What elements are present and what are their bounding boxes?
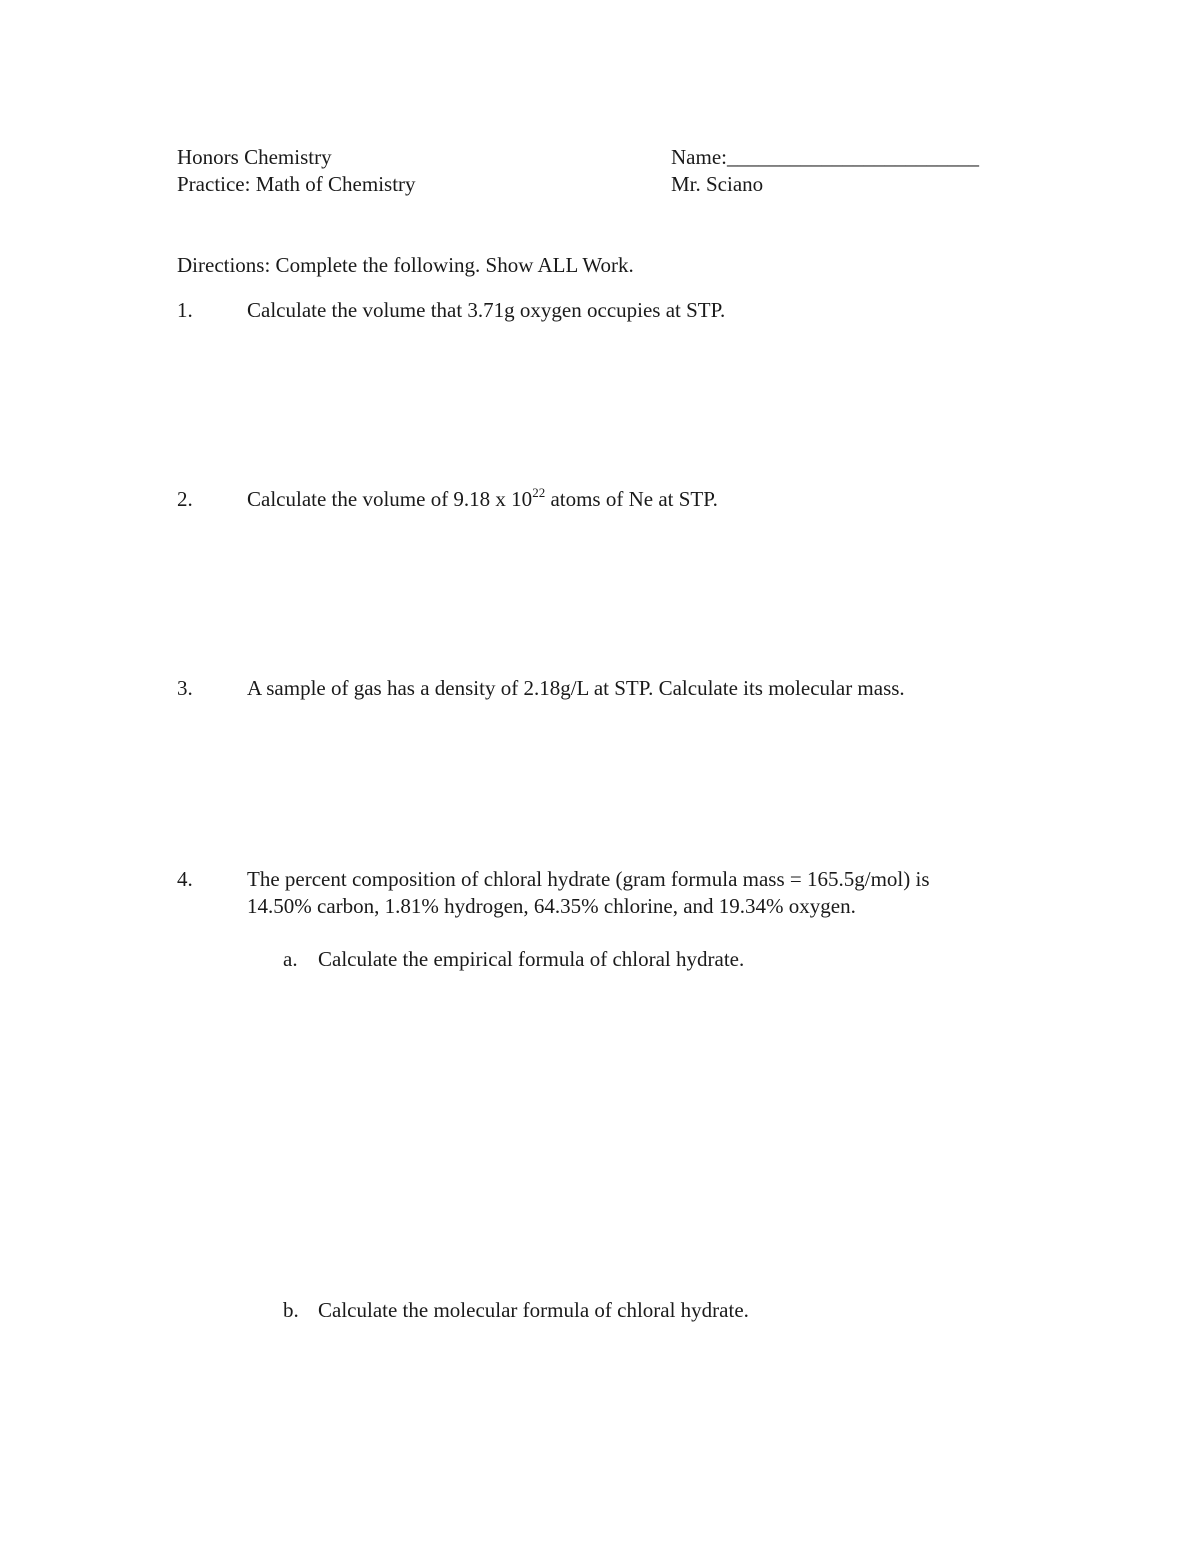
question-2-text-before: Calculate the volume of 9.18 x 10 [247, 487, 533, 511]
question-2-text-after: atoms of Ne at STP. [545, 487, 718, 511]
question-1-text: Calculate the volume that 3.71g oxygen occupies at STP. [247, 298, 726, 322]
question-1-number: 1. [177, 298, 193, 322]
question-4-text-line1: The percent composition of chloral hydrate (gram formula mass = 165.5g/mol) is [247, 867, 930, 891]
question-2-exponent: 22 [532, 485, 546, 500]
question-2-number: 2. [177, 487, 193, 511]
question-4-number: 4. [177, 867, 193, 891]
question-4-text-line2: 14.50% carbon, 1.81% hydrogen, 64.35% chlorine, and 19.34% oxygen. [247, 894, 856, 918]
question-3-text: A sample of gas has a density of 2.18g/L at STP. Calculate its molecular mass. [247, 676, 905, 700]
directions: Directions: Complete the following. Show ALL Work. [177, 253, 634, 277]
question-4a-text: Calculate the empirical formula of chloral hydrate. [318, 947, 745, 971]
course-title: Honors Chemistry [177, 145, 332, 169]
question-4a-letter: a. [283, 947, 298, 971]
question-2-text [247, 486, 718, 512]
question-3-number: 3. [177, 676, 193, 700]
question-4b-text: Calculate the molecular formula of chloral hydrate. [318, 1298, 749, 1322]
assignment-title: Practice: Math of Chemistry [177, 172, 416, 196]
name-field-label: Name:________________________ [671, 145, 979, 169]
question-4b-letter: b. [283, 1298, 299, 1322]
teacher-name: Mr. Sciano [671, 172, 764, 196]
